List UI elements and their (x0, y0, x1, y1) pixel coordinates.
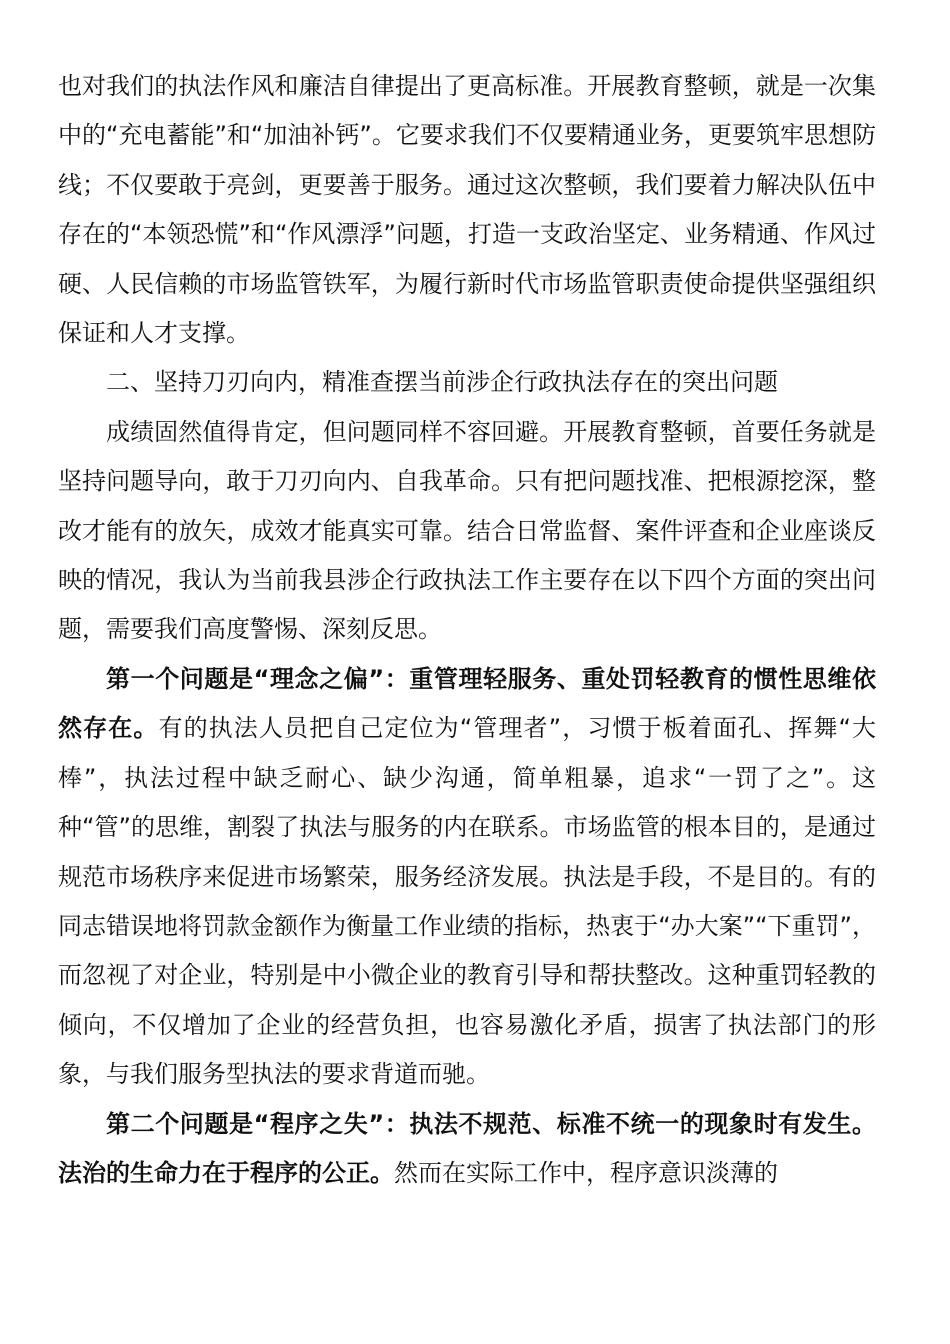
document-page (58, 62, 876, 1198)
problem-2-bold-lead: 第二个问题是“程序之失”：执法不规范、标准不统一的现象时有发生。法治的生命力在于程序的公正。 (58, 1109, 876, 1187)
problem-2-body: 然而在实际工作中，程序意识淡薄的 (394, 1158, 778, 1187)
section-heading-2: 二、坚持刀刃向内，精准查摆当前涉企行政执法存在的突出问题 (106, 368, 778, 397)
paragraph-1: 也对我们的执法作风和廉洁自律提出了更高标准。开展教育整顿，就是一次集中的“充电蓄能”和“加油补钙”。它要求我们不仅要精通业务，更要筑牢思想防线；不仅要敢于亮剑，更要善于服务。通过这次整顿，我们要着力解决队伍中存在的“本领恐慌”和“作风漂浮”问题，打造一支政治坚定、业务精通、作风过硬、人民信赖的市场监管铁军，为履行新时代市场监管职责使命提供坚强组织保证和人才支撑。 (58, 72, 876, 348)
paragraph-problem-1 (58, 655, 876, 1100)
paragraph-3: 成绩固然值得肯定，但问题同样不容回避。开展教育整顿，首要任务就是坚持问题导向，敢于刀刃向内、自我革命。只有把问题找准、把根源挖深，整改才能有的放矢，成效才能真实可靠。结合日常监督、案件评查和企业座谈反映的情况，我认为当前我县涉企行政执法工作主要存在以下四个方面的突出问题，需要我们高度警惕、深刻反思。 (58, 417, 876, 644)
paragraph-problem-2 (58, 1100, 876, 1199)
problem-1-body: 有的执法人员把自己定位为“管理者”，习惯于板着面孔、挥舞“大棒”，执法过程中缺乏耐心、缺少沟通，简单粗暴，追求“一罚了之”。这种“管”的思维，割裂了执法与服务的内在联系。市场监管的根本目的，是通过规范市场秩序来促进市场繁荣，服务经济发展。执法是手段，不是目的。有的同志错误地将罚款金额作为衡量工作业绩的指标，热衷于“办大案”“下重罚”，而忽视了对企业，特别是中小微企业的教育引导和帮扶整改。这种重罚轻教的倾向，不仅增加了企业的经营负担，也容易激化矛盾，损害了执法部门的形象，与我们服务型执法的要求背道而驰。 (58, 714, 876, 1089)
problem-1-bold-lead: 第一个问题是“理念之偏”：重管理轻服务、重处罚轻教育的惯性思维依然存在。 (58, 664, 876, 743)
